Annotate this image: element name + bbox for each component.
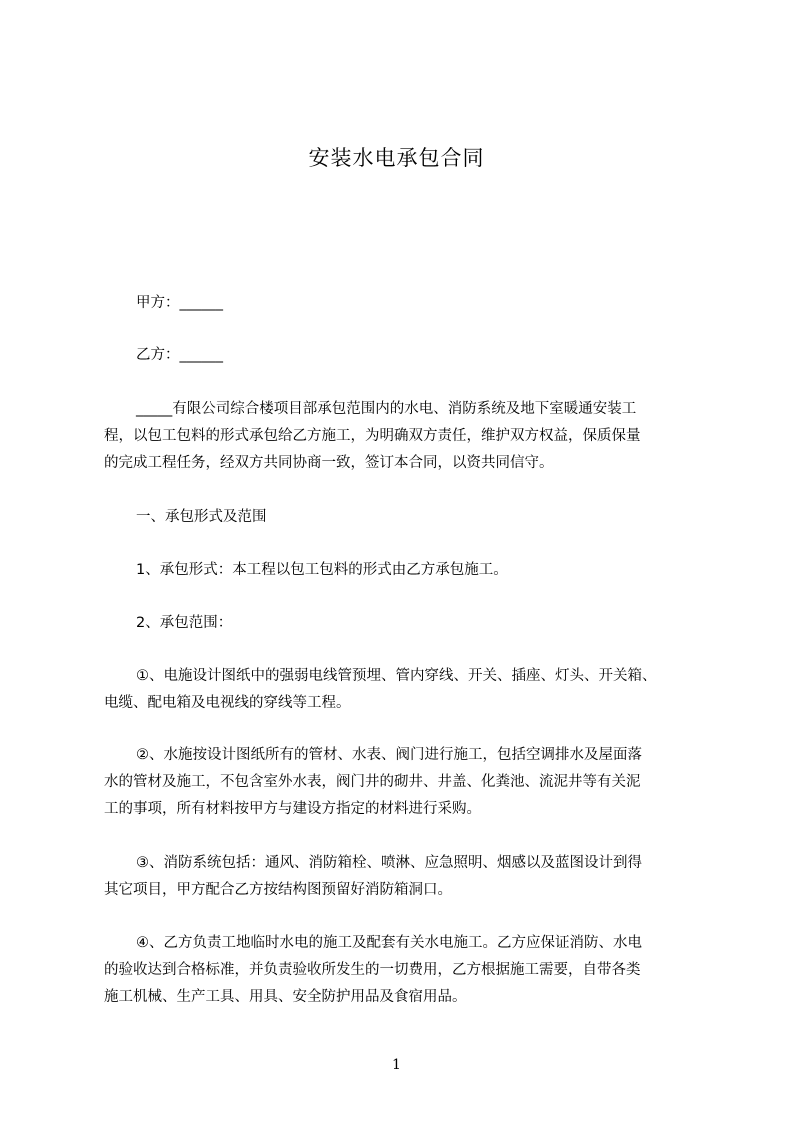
- scope-item-line: ③、消防系统包括：通风、消防箱栓、喷淋、应急照明、烟感以及蓝图设计到得: [136, 855, 642, 871]
- contract-item-1: 1、承包形式：本工程以包工包料的形式由乙方承包施工。: [136, 562, 508, 578]
- scope-item-line: 工的事项，所有材料按甲方与建设方指定的材料进行采购。: [104, 801, 481, 817]
- intro-line: _____有限公司综合楼项目部承包范围内的水电、消防系统及地下室暖通安装工: [136, 401, 637, 417]
- section-heading: 一、承包形式及范围: [136, 509, 267, 525]
- scope-item-line: ④、乙方负责工地临时水电的施工及配套有关水电施工。乙方应保证消防、水电: [136, 935, 642, 951]
- intro-line: 的完成工程任务，经双方共同协商一致，签订本合同，以资共同信守。: [104, 455, 554, 471]
- scope-item-line: 电缆、配电箱及电视线的穿线等工程。: [104, 695, 351, 711]
- page-number: 1: [392, 1057, 401, 1073]
- scope-item-line: 的验收达到合格标准，并负责验收所发生的一切费用，乙方根据施工需要，自带各类: [104, 962, 641, 978]
- intro-line: 程，以包工包料的形式承包给乙方施工，为明确双方责任，维护双方权益，保质保量: [104, 428, 641, 444]
- scope-item-line: ②、水施按设计图纸所有的管材、水表、阀门进行施工，包括空调排水及屋面落: [136, 747, 642, 763]
- contract-item-2: 2、承包范围：: [136, 615, 233, 631]
- scope-item-line: 施工机械、生产工具、用具、安全防护用品及食宿用品。: [104, 989, 467, 1005]
- scope-item-line: 水的管材及施工，不包含室外水表，阀门井的砌井、井盖、化粪池、流泥井等有关泥: [104, 774, 641, 790]
- party-b-line: 乙方：______: [136, 347, 223, 363]
- scope-item-line: ①、电施设计图纸中的强弱电线管预埋、管内穿线、开关、插座、灯头、开关箱、: [136, 668, 657, 684]
- scope-item-line: 其它项目，甲方配合乙方按结构图预留好消防箱洞口。: [104, 882, 452, 898]
- party-a-line: 甲方：______: [136, 295, 223, 311]
- document-title: 安装水电承包合同: [308, 146, 485, 170]
